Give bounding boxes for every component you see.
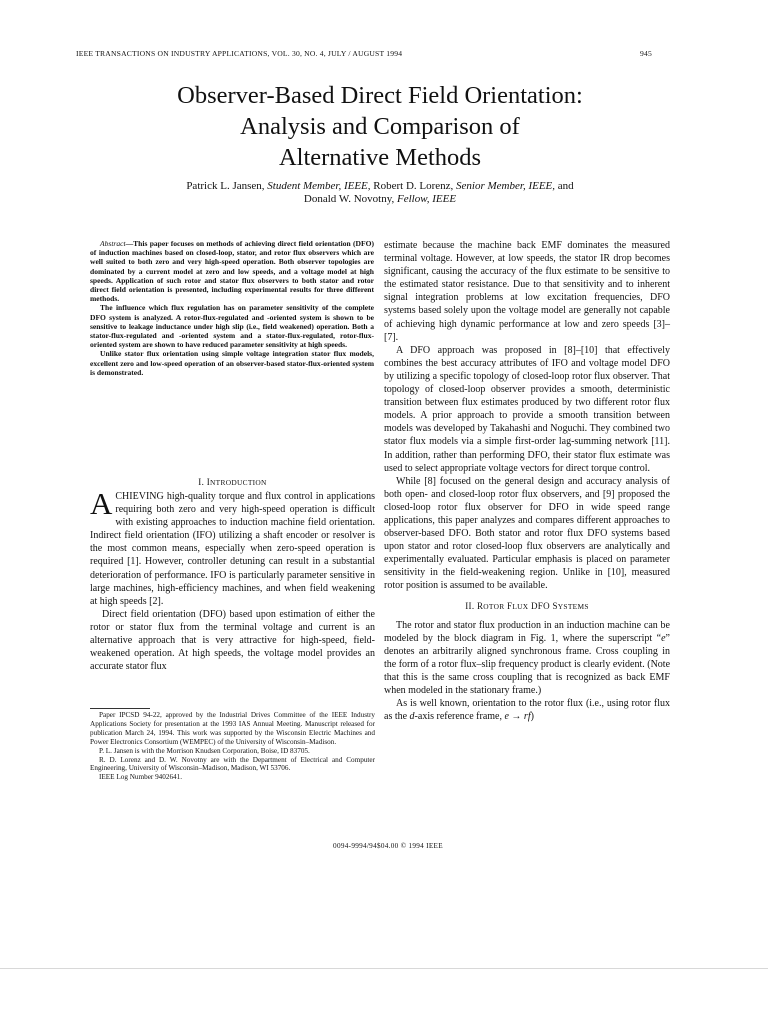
- author-1-role: Student Member, IEEE,: [267, 180, 371, 192]
- right-column-body: [384, 239, 670, 723]
- copyright-line: 0094-9994/94$04.00 © 1994 IEEE: [333, 842, 443, 850]
- title-line-2: Analysis and Comparison of: [240, 113, 520, 140]
- author-3: Donald W. Novotny,: [303, 193, 395, 205]
- title-line-1: Observer-Based Direct Field Orientation:: [177, 82, 583, 109]
- abstract-paragraph-1: —This paper focuses on methods of achieving direct field orientation (DFO) of induction machines based on closed-loop, stator, and rotor flux observers which are well suited to both zero and very high-speed operation. Both observer topologies are dominated by a current model at zero and low speeds, and a voltage model at high speeds. Application of such rotor and stator flux observers to both stator and rotor direct field orientation is presented, including experimental results for three different methods.: [90, 239, 374, 304]
- footnote-log-number: IEEE Log Number 9402641.: [99, 773, 183, 782]
- right-paragraph-3: While [8] focused on the general design and accuracy analysis of both open- and closed-loop rotor flux observers, and [9] proposed the closed-loop rotor flux observer for DFO in wide speed range applications, this paper analyzes and compares different approaches to observer-based DFO. Both stator and rotor flux DFO systems based upon stator and rotor closed-loop flux observers are analytically and experimentally evaluated. Particular emphasis is placed on parameter sensitivity in the field-weakening region. Unlike in [10], measured rotor position is assumed to be available.: [384, 475, 670, 592]
- right-paragraph-2: A DFO approach was proposed in [8]–[10] that effectively combines the best accuracy attributes of IFO and voltage model DFO by utilizing a specific topology of closed-loop rotor flux observer. That topology of closed-loop observer provides a smooth, deterministic transition between flux estimates produced by two different rotor flux models. A prior approach to provide a smooth transition between models was developed by Takahashi and Noguchi. They combined two stator flux models via a simple first-order lag-summing network [11]. In addition, rather than performing DFO, their stator flux estimate was used to select appropriate voltage vectors for direct torque control.: [384, 344, 670, 474]
- scan-edge-line: [0, 968, 768, 969]
- right-paragraph-4: The rotor and stator flux production in an induction machine can be modeled by the block diagram in Fig. 1, where the superscript “e” denotes an arbitrarily aligned synchronous frame. Cross coupling in the form of a rotor flux–slip frequency product is clearly evident. (Note that this is the same cross coupling that is recognized as back EMF when modeled in the stationary frame.): [384, 619, 671, 697]
- title-line-3: Alternative Methods: [278, 144, 482, 171]
- footnote-divider: [90, 708, 150, 709]
- paper-title: [100, 80, 660, 173]
- intro-paragraph-2: Direct field orientation (DFO) based upon estimation of either the rotor or stator flux from the terminal voltage and current is an alternative approach that is very attractive for high-speed, field-weakened operation. At high speeds, the voltage model provides an accurate stator flux: [90, 608, 375, 673]
- abstract-paragraph-2: The influence which flux regulation has on parameter sensitivity of the complete DFO system is analyzed. A rotor-flux-regulated and -oriented system is shown to be sensitive to leakage inductance under high slip (i.e., field weakened) operation. Both a stator-flux-regulated and -oriented system and a stator-flux-regulated, rotor-flux-oriented system are shown to have reduced parameter sensitivity at high speeds.: [90, 303, 374, 350]
- running-header: [76, 49, 652, 58]
- abstract: [90, 239, 374, 377]
- section-heading-rotor-flux: II. ROTOR FLUX DFO SYSTEMS: [465, 600, 589, 611]
- author-1: Patrick L. Jansen,: [186, 180, 265, 192]
- footnote-jansen: P. L. Jansen is with the Morrison Knudsen Corporation, Boise, ID 83705.: [99, 746, 310, 755]
- right-paragraph-1: estimate because the machine back EMF dominates the measured terminal voltage. However, at low speeds, the stator IR drop becomes significant, causing the accuracy of the flux estimate to be sensitive to the estimated stator resistance. Due to that sensitivity and to inherent signal integration problems at low excitation frequencies, DFO systems based solely upon the voltage model are generally not capable of achieving high dynamic performance at low and zero speeds [3]–[7].: [384, 240, 670, 343]
- abstract-paragraph-3: Unlike stator flux orientation using simple voltage integration stator flux models, excellent zero and low-speed operation of an observer-based stator-flux-oriented system is demonstrated.: [90, 349, 374, 377]
- intro-paragraph-1: CHIEVING high-quality torque and flux control in applications requiring both zero and very high-speed operation is difficult with existing approaches to induction machine field orientation. Indirect field orientation (IFO) utilizing a shaft encoder or resolver is the most common means, especially when zero-speed operation is required [1]. However, controller detuning can result in a substantial deterioration of performance. IFO is particularly parameter sensitive in large machines, high-efficiency machines, and when field weakening at high speeds [2].: [90, 491, 375, 607]
- author-and: and: [557, 180, 574, 192]
- introduction-body: [90, 486, 375, 673]
- page-number: 945: [640, 49, 652, 58]
- footnote: [90, 711, 375, 782]
- footnote-lorenz-novotny: R. D. Lorenz and D. W. Novotny are with the Department of Electrical and Computer Engineering, University of Wisconsin–Madison, Madison, WI 53706.: [90, 755, 375, 773]
- journal-header: IEEE TRANSACTIONS ON INDUSTRY APPLICATIONS, VOL. 30, NO. 4, JULY / AUGUST 1994: [76, 49, 403, 58]
- right-paragraph-5: As is well known, orientation to the rotor flux (i.e., using rotor flux as the d-axis reference frame, e → rf): [384, 698, 670, 723]
- author-list: [100, 180, 660, 206]
- footnote-paper-info: Paper IPCSD 94-22, approved by the Industrial Drives Committee of the IEEE Industry Applications Society for presentation at the 1993 IAS Annual Meeting. Manuscript released for publication March 24, 1994. This work was supported by the Wisconsin Electric Machines and Power Electronics Consortium (WEMPEC) of the University of Wisconsin–Madison.: [90, 711, 375, 746]
- section-heading-introduction: I. INTRODUCTION: [198, 477, 267, 487]
- abstract-lead: Abstract: [100, 239, 126, 248]
- author-3-role: Fellow, IEEE: [397, 193, 457, 205]
- author-2-role: Senior Member, IEEE,: [456, 180, 556, 192]
- author-2: Robert D. Lorenz,: [373, 180, 454, 192]
- drop-cap: A: [90, 486, 113, 521]
